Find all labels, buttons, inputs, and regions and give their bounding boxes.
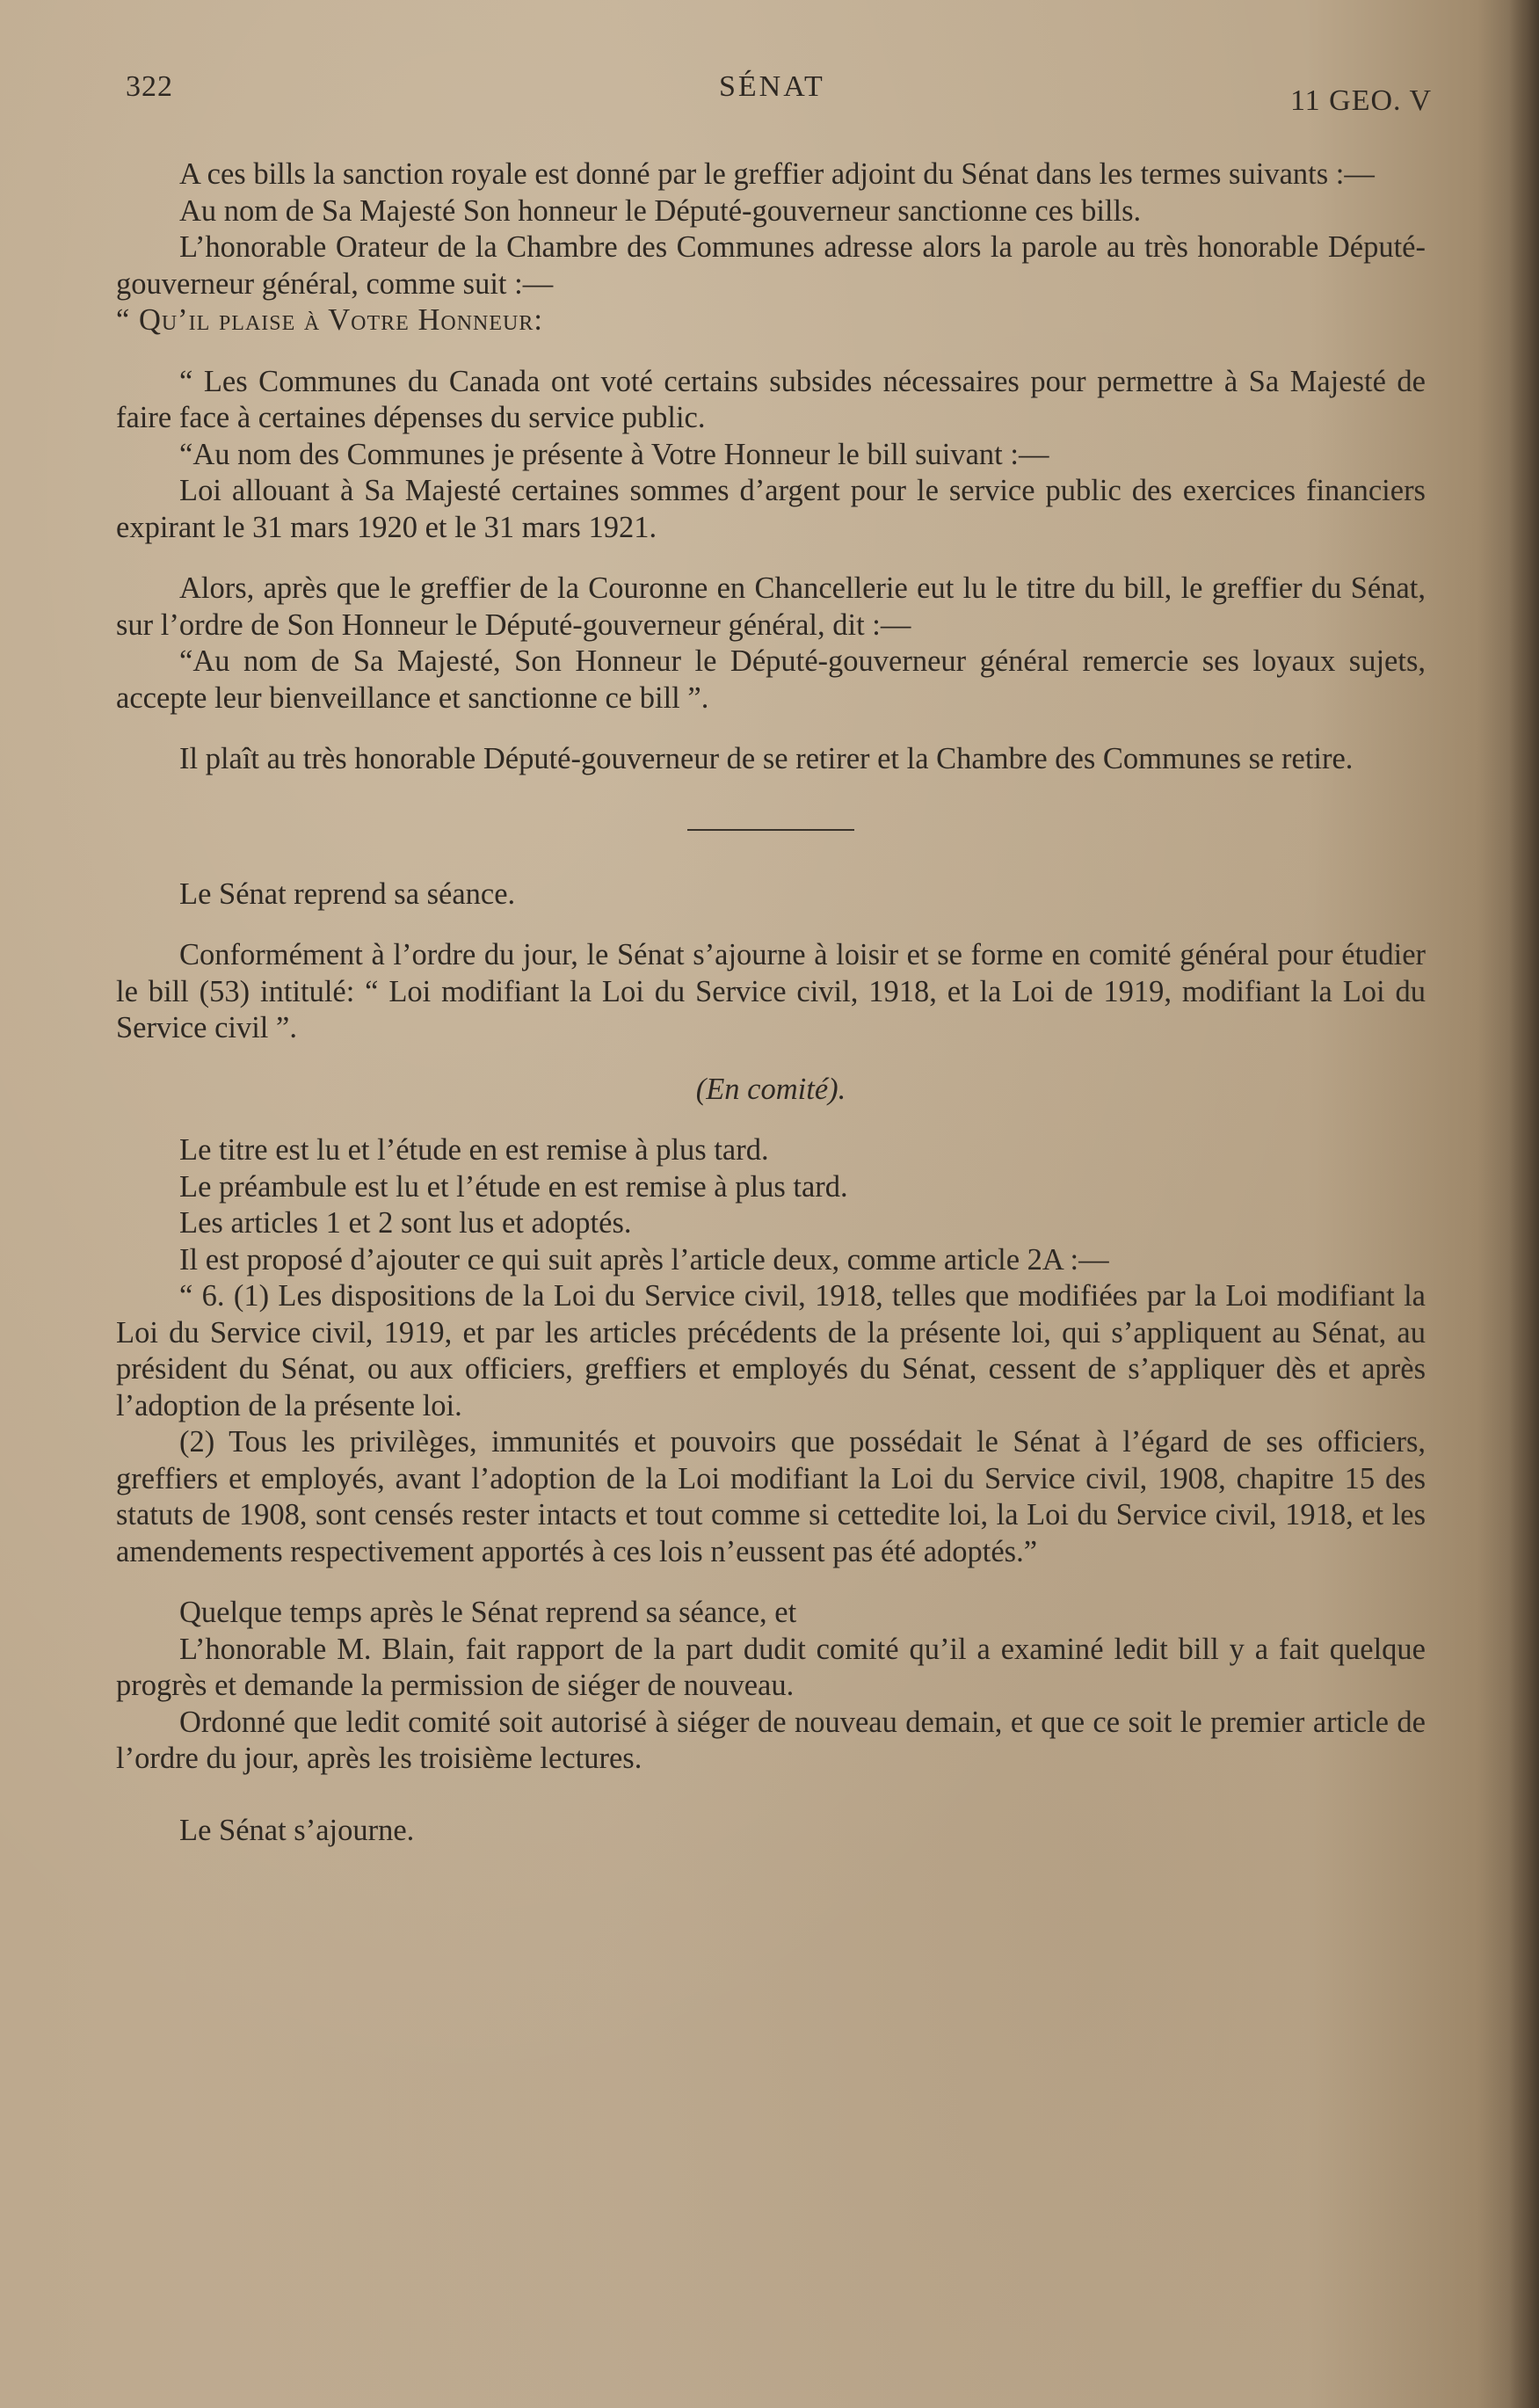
paragraph: Le titre est lu et l’étude en est remise à plus tard. [179,1133,769,1167]
paragraph: Le préambule est lu et l’étude en est remise à plus tard. [179,1169,848,1204]
paragraph: “Au nom de Sa Majesté, Son Honneur le Député-gouverneur général remercie ses loyaux sujets, accepte leur bienveillance et sanctionne ce bill ”. [116,644,1426,715]
paragraph: Ordonné que ledit comité soit autorisé à siéger de nouveau demain, et que ce soit le premier article de l’ordre du jour, après les troisième lectures. [116,1705,1426,1775]
paragraph: Il est proposé d’ajouter ce qui suit après l’article deux, comme article 2A :— [179,1242,1109,1277]
section-divider [687,829,854,831]
page-number: 322 [126,70,173,103]
paragraph: “ Les Communes du Canada ont voté certains subsides nécessaires pour permettre à Sa Majesté de faire face à certaines dépenses du service public. [116,364,1426,434]
paragraph: Le Sénat s’ajourne. [179,1813,415,1847]
running-title: SÉNAT [719,70,825,103]
session-label: 11 GEO. V [1289,84,1432,117]
page-edge-shadow [1509,0,1539,2408]
paragraph: Loi allouant à Sa Majesté certaines sommes d’argent pour le service public des exercices financiers expirant le 31 mars 1920 et le 31 mars 1921. [116,474,1426,544]
paragraph: “ 6. (1) Les dispositions de la Loi du Service civil, 1918, telles que modifiées par la Loi modifiant la Loi du Service civil, 1919, et par les articles précédents de la présente loi, qui s’appliquent au Sénat, au président du Sénat, ou aux officiers, greffiers et employés du Sénat, cessent de s’appliquer dès et après l’adoption de la présente loi. [116,1279,1426,1422]
paragraph: Quelque temps après le Sénat reprend sa séance, et [179,1596,797,1629]
paragraph: “Au nom des Communes je présente à Votre Honneur le bill suivant :— [179,437,1049,471]
paragraph: Le Sénat reprend sa séance. [179,877,516,911]
paragraph: Il plaît au très honorable Député-gouverneur de se retirer et la Chambre des Communes se retire. [179,742,1354,775]
address-heading: “ Qu’il plaise à Votre Honneur: [116,303,543,337]
paragraph: L’honorable Orateur de la Chambre des Communes adresse alors la parole au très honorable Député-gouverneur général, comme suit :— [116,230,1426,301]
paragraph: Au nom de Sa Majesté Son honneur le Député-gouverneur sanctionne ces bills. [179,193,1142,228]
paragraph: A ces bills la sanction royale est donné par le greffier adjoint du Sénat dans les termes suivants :— [179,157,1375,191]
committee-heading: (En comité). [695,1072,846,1106]
paragraph: Alors, après que le greffier de la Couronne en Chancellerie eut lu le titre du bill, le greffier du Sénat, sur l’ordre de Son Honneur le Député-gouverneur général, dit :— [116,571,1426,642]
paragraph: L’honorable M. Blain, fait rapport de la part dudit comité qu’il a examiné ledit bill y a fait quelque progrès et demande la permission de siéger de nouveau. [116,1632,1426,1702]
paragraph: Conformément à l’ordre du jour, le Sénat s’ajourne à loisir et se forme en comité général pour étudier le bill (53) intitulé: “ Loi modifiant la Loi du Service civil, 1918, et la Loi de 1919, modifiant la Loi du Service civil ”. [116,938,1426,1044]
paragraph: Les articles 1 et 2 sont lus et adoptés. [179,1206,632,1240]
paragraph: (2) Tous les privilèges, immunités et pouvoirs que possédait le Sénat à l’égard de ses officiers, greffiers et employés, avant l’adoption de la Loi modifiant la Loi du Service civil, 1908, chapitre 15 des statuts de 1908, sont censés rester intacts et tout comme si cettedite loi, la Loi du Service civil, 1918, et les amendements respectivement apportés à ces lois n’eussent pas été adoptés.” [116,1425,1426,1568]
body-text [116,156,1426,1849]
